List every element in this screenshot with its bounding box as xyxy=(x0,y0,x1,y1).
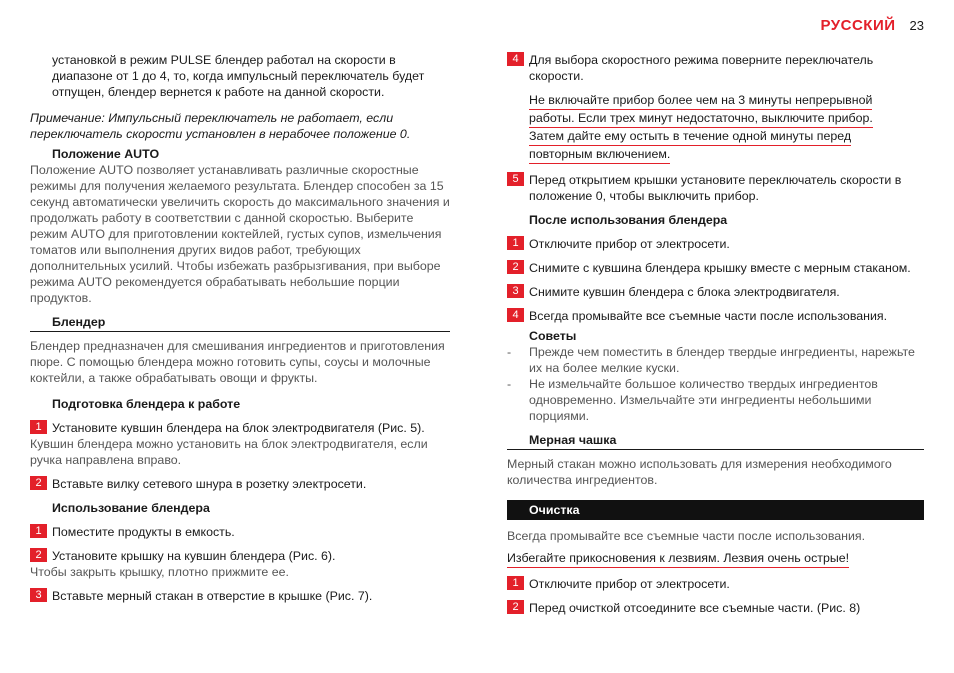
page-number: 23 xyxy=(909,18,924,33)
tips-heading: Советы xyxy=(529,329,577,343)
step-number-badge: 2 xyxy=(507,260,524,274)
step-text: Отключите прибор от электросети. xyxy=(529,237,730,251)
tip-item xyxy=(507,376,924,424)
step-number-badge: 1 xyxy=(30,524,47,538)
warning-line: работы. Если трех минут недостаточно, выключите прибор. xyxy=(529,110,873,128)
cleaning-warning: Избегайте прикосновения к лезвиям. Лезвия очень острые! xyxy=(507,550,849,568)
use-step-3 xyxy=(30,588,450,604)
page-header xyxy=(821,17,925,34)
cleaning-text: Всегда промывайте все съемные части после использования. xyxy=(507,529,866,543)
step-text: Вставьте вилку сетевого шнура в розетку электросети. xyxy=(52,477,367,491)
step-number-badge: 3 xyxy=(507,284,524,298)
step-number-badge: 1 xyxy=(30,420,47,434)
step-number-badge: 2 xyxy=(507,600,524,614)
step-text: Снимите с кувшина блендера крышку вместе с мерным стаканом. xyxy=(529,261,911,275)
step-number-badge: 1 xyxy=(507,236,524,250)
note-text: Примечание: Импульсный переключатель не работает, если переключатель скорости установлен в нерабочее положение 0. xyxy=(30,111,411,141)
use-step-2-sub: Чтобы закрыть крышку, плотно прижмите ее. xyxy=(30,565,289,579)
step-text: Снимите кувшин блендера с блока электродвигателя. xyxy=(529,285,840,299)
use-heading: Использование блендера xyxy=(52,501,210,515)
warning-line: Затем дайте ему остыть в течение одной минуты перед xyxy=(529,128,851,146)
tip-item xyxy=(507,344,924,376)
step-text: Для выбора скоростного режима поверните переключатель скорости. xyxy=(529,53,874,83)
step-number-badge: 4 xyxy=(507,308,524,322)
language-label: РУССКИЙ xyxy=(820,17,896,34)
tip-text: Не измельчайте большое количество твердых ингредиентов одновременно. Измельчайте эти ингредиенты небольшими порциями. xyxy=(529,377,878,423)
blender-heading: Блендер xyxy=(30,314,450,332)
continuation-text: установкой в режим PULSE блендер работал на скорости в диапазоне от 1 до 4, то, когда импульсный переключатель будет отпущен, блендер вернется к работе на данной скорости. xyxy=(52,53,425,99)
bullet-dash: - xyxy=(507,377,512,391)
use-step-5 xyxy=(507,172,924,204)
step-text: Отключите прибор от электросети. xyxy=(529,577,730,591)
step-number-badge: 2 xyxy=(30,548,47,562)
clean-step-1 xyxy=(507,576,924,592)
step-text: Установите крышку на кувшин блендера (Рис. 6). xyxy=(52,549,336,563)
bullet-dash: - xyxy=(507,345,512,359)
warning-line: повторным включением. xyxy=(529,146,670,164)
step-text: Поместите продукты в емкость. xyxy=(52,525,235,539)
clean-step-2 xyxy=(507,600,924,616)
after-step-2 xyxy=(507,260,924,276)
prep-step-2 xyxy=(30,476,450,492)
step-number-badge: 4 xyxy=(507,52,524,66)
use-step-1 xyxy=(30,524,450,540)
warning-block xyxy=(507,92,924,164)
warning-line: Не включайте прибор более чем на 3 минуты непрерывной xyxy=(529,92,872,110)
use-step-2 xyxy=(30,548,450,564)
step-number-badge: 5 xyxy=(507,172,524,186)
cleaning-section-bar: Очистка xyxy=(507,500,924,520)
step-text: Установите кувшин блендера на блок электродвигателя (Рис. 5). xyxy=(52,421,425,435)
prep-step-1-sub: Кувшин блендера можно установить на блок электродвигателя, если ручка направлена вправо. xyxy=(30,437,428,467)
step-text: Перед очисткой отсоедините все съемные части. (Рис. 8) xyxy=(529,601,861,615)
left-column xyxy=(30,52,450,604)
prep-step-1 xyxy=(30,420,450,436)
auto-heading: Положение AUTO xyxy=(52,147,160,161)
after-step-3 xyxy=(507,284,924,300)
right-column xyxy=(507,52,924,616)
cup-text: Мерный стакан можно использовать для измерения необходимого количества ингредиентов. xyxy=(507,457,892,487)
step-number-badge: 2 xyxy=(30,476,47,490)
tip-text: Прежде чем поместить в блендер твердые ингредиенты, нарежьте их на более мелкие куски. xyxy=(529,345,915,375)
after-heading: После использования блендера xyxy=(529,213,728,227)
after-step-1 xyxy=(507,236,924,252)
after-step-4 xyxy=(507,308,924,324)
step-text: Перед открытием крышки установите переключатель скорости в положение 0, чтобы выключить прибор. xyxy=(529,173,902,203)
auto-text: Положение AUTO позволяет устанавливать различные скоростные режимы для получения желаемого результата. Блендер способен за 15 секунд автоматически увеличить скорость до максимального значения и продолжать работу в соответствии с данной скоростью. Выберите режим AUTO для приготовлении коктейлей, густых супов, измельчения томатов или выполнения других видов работ, требующих дополнительных усилий. Чтобы избежать разбрызгивания, при выборе режима AUTO рекомендуется обрабатывать небольшие порции продуктов. xyxy=(30,163,450,305)
prep-heading: Подготовка блендера к работе xyxy=(52,397,241,411)
step-text: Вставьте мерный стакан в отверстие в крышке (Рис. 7). xyxy=(52,589,373,603)
blender-text: Блендер предназначен для смешивания ингредиентов и приготовления пюре. С помощью блендера можно готовить супы, соусы и молочные коктейли, а также обрабатывать овощи и фрукты. xyxy=(30,339,445,385)
step-number-badge: 3 xyxy=(30,588,47,602)
step-number-badge: 1 xyxy=(507,576,524,590)
step-text: Всегда промывайте все съемные части после использования. xyxy=(529,309,888,323)
use-step-4 xyxy=(507,52,924,84)
cup-heading: Мерная чашка xyxy=(507,432,924,450)
